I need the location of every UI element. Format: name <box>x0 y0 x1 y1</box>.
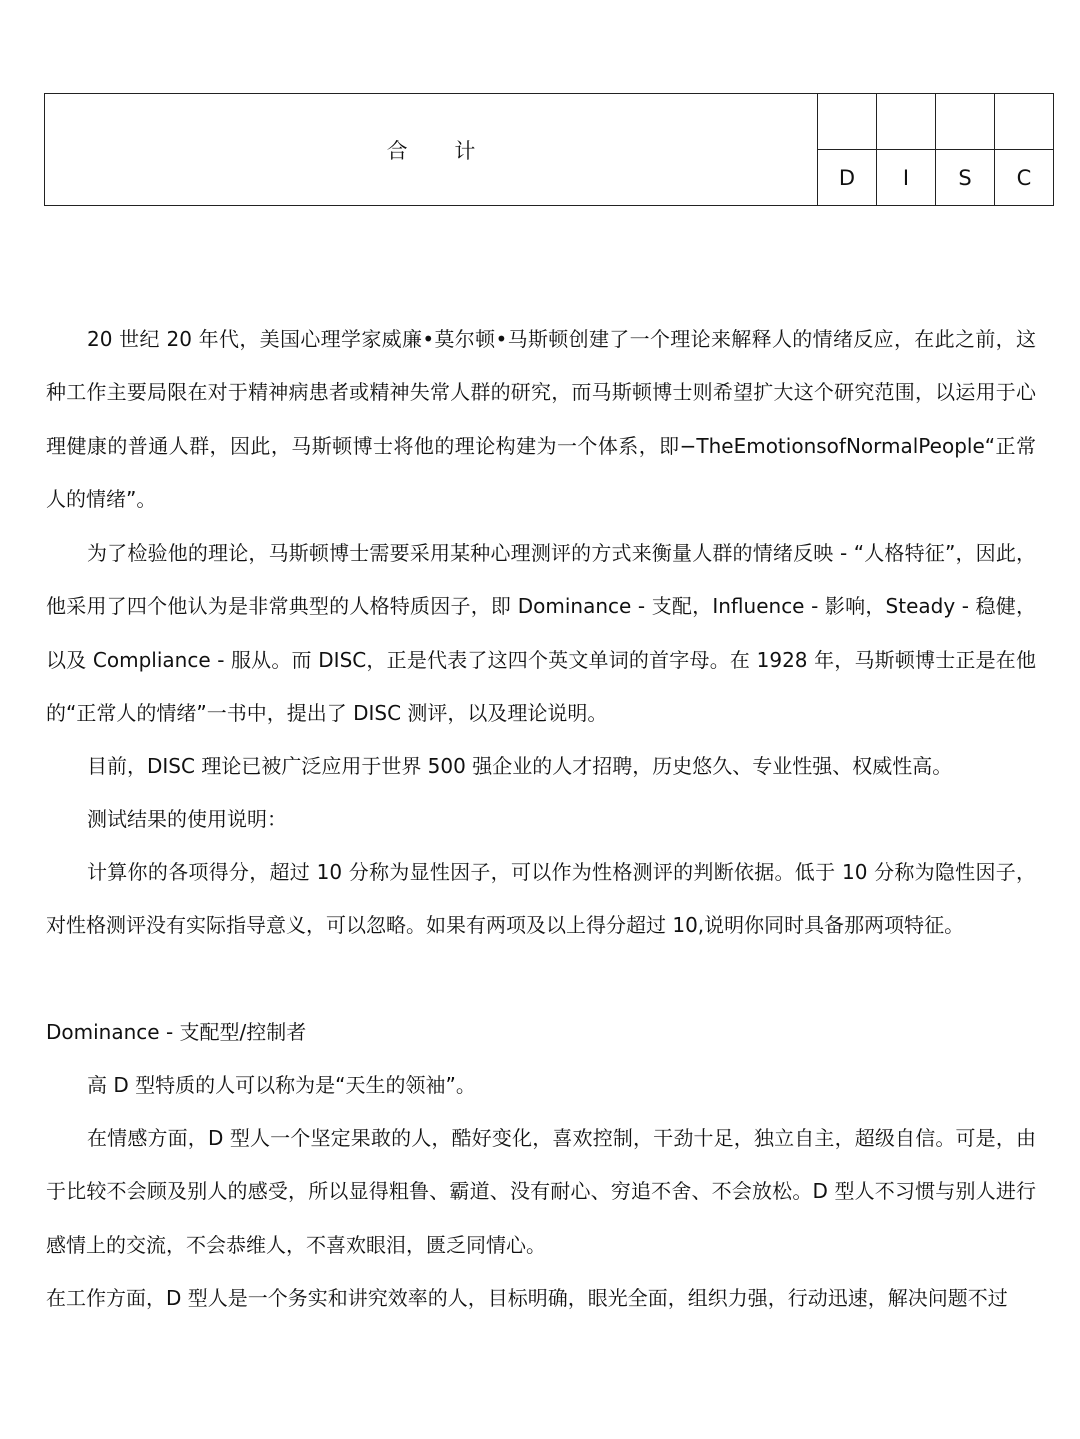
dominance-paragraph-work: 在工作方面，D 型人是一个务实和讲究效率的人，目标明确，眼光全面，组织力强，行动迅速，解决问题不过 <box>46 1286 1008 1310</box>
dominance-paragraph-intro: 高 D 型特质的人可以称为是“天生的领袖”。 <box>87 1073 476 1097</box>
score-cell-i[interactable] <box>877 94 936 150</box>
letter-cell-d: D <box>818 150 877 206</box>
letter-cell-s: S <box>936 150 995 206</box>
intro-paragraph-theory: 为了检验他的理论，马斯顿博士需要采用某种心理测评的方式来衡量人群的情绪反映 - “人格特征”，因此，他采用了四个他认为是非常典型的人格特质因子，即 Dominance - 支配，Influence - 影响，Steady - 稳健，以及 Compliance - 服从。而 DISC，正是代表了这四个英文单词的首字母。在 1928 年，马斯顿博士正是在他的“正常人的情绪”一书中，提出了 DISC 测评，以及理论说明。 <box>46 541 1036 725</box>
instructions-paragraph: 计算你的各项得分，超过 10 分称为显性因子，可以作为性格测评的判断依据。低于 10 分称为隐性因子，对性格测评没有实际指导意义，可以忽略。如果有两项及以上得分超过 10,说明你同时具备那两项特征。 <box>46 860 1036 938</box>
dominance-paragraph-emotion: 在情感方面，D 型人一个坚定果敢的人，酷好变化，喜欢控制，干劲十足，独立自主，超级自信。可是，由于比较不会顾及别人的感受，所以显得粗鲁、霸道、没有耐心、穷追不舍、不会放松。D 型人不习惯与别人进行感情上的交流，不会恭维人，不喜欢眼泪，匮乏同情心。 <box>46 1126 1036 1257</box>
intro-paragraph-usage: 目前，DISC 理论已被广泛应用于世界 500 强企业的人才招聘，历史悠久、专业性强、权威性高。 <box>87 754 953 778</box>
dominance-heading: Dominance - 支配型/控制者 <box>46 1020 307 1044</box>
score-summary-table <box>44 93 1054 206</box>
score-cell-d[interactable] <box>818 94 877 150</box>
instructions-heading: 测试结果的使用说明： <box>87 807 287 831</box>
score-cell-s[interactable] <box>936 94 995 150</box>
letter-cell-i: I <box>877 150 936 206</box>
letter-cell-c: C <box>995 150 1054 206</box>
intro-paragraph-history: 20 世纪 20 年代，美国心理学家威廉•莫尔顿•马斯顿创建了一个理论来解释人的情绪反应，在此之前，这种工作主要局限在对于精神病患者或精神失常人群的研究，而马斯顿博士则希望扩大这个研究范围，以运用于心理健康的普通人群，因此，马斯顿博士将他的理论构建为一个体系，即−TheEmotionsofNormalPeople“正常人的情绪”。 <box>46 327 1036 511</box>
total-label-cell: 合 计 <box>45 94 818 206</box>
score-cell-c[interactable] <box>995 94 1054 150</box>
